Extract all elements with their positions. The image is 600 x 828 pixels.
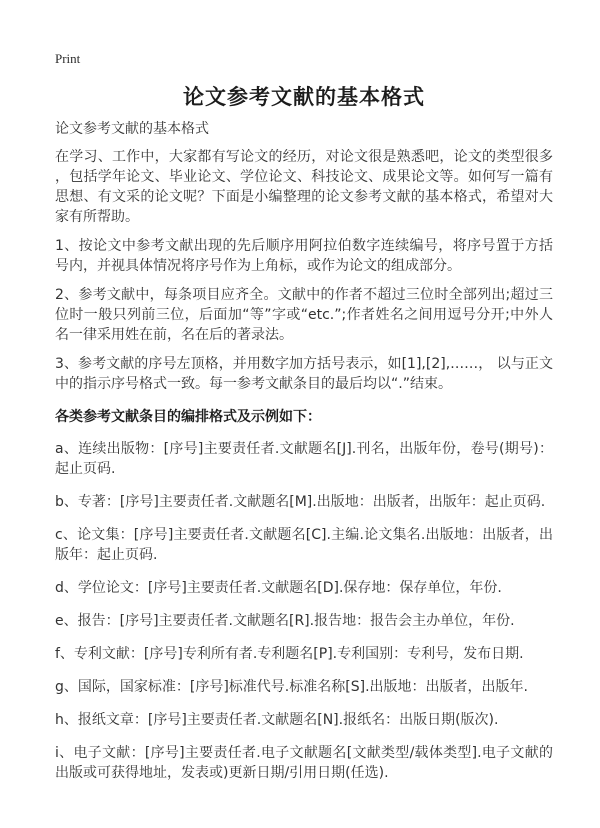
reference-entry-c: c、论文集：[序号]主要责任者.文献题名[C].主编.论文集名.出版地：出版者，出版年：起止页码. [55,527,553,563]
rule-paragraph-3: 3、参考文献的序号左顶格，并用数字加方括号表示，如[1],[2],……， 以与正文中的指示序号格式一致。每一参考文献条目的最后均以“.”结束。 [55,356,553,392]
rule-paragraph-1: 1、按论文中参考文献出现的先后顺序用阿拉伯数字连续编号，将序号置于方括号内，并视具体情况将序号作为上角标，或作为论文的组成部分。 [55,238,553,274]
reference-entry-e: e、报告：[序号]主要责任者.文献题名[R].报告地：报告会主办单位，年份. [55,613,515,629]
section-heading: 各类参考文献条目的编排格式及示例如下： [55,409,321,425]
reference-entry-a: a、连续出版物：[序号]主要责任者.文献题名[J].刊名，出版年份，卷号(期号)：起止页码. [55,441,553,477]
intro-paragraph: 在学习、工作中，大家都有写论文的经历，对论文很是熟悉吧，论文的类型很多，包括学年论文、毕业论文、学位论文、科技论文、成果论文等。如何写一篇有思想、有文采的论文呢？下面是小编整理的论文参考文献的基本格式，希望对大家有所帮助。 [55,149,553,225]
reference-entry-h: h、报纸文章：[序号]主要责任者.文献题名[N].报纸名：出版日期(版次). [55,712,499,728]
print-link[interactable]: Print [55,51,81,66]
reference-entry-i: i、电子文献：[序号]主要责任者.电子文献题名[文献类型/载体类型].电子文献的出版或可获得地址，发表或)更新日期/引用日期(任选). [55,745,553,781]
reference-entry-d: d、学位论文：[序号]主要责任者.文献题名[D].保存地：保存单位，年份. [55,580,502,596]
page-title: 论文参考文献的基本格式 [183,85,425,109]
reference-entry-b: b、专著：[序号]主要责任者.文献题名[M].出版地：出版者，出版年：起止页码. [55,494,546,510]
rule-paragraph-2: 2、参考文献中，每条项目应齐全。文献中的作者不超过三位时全部列出;超过三位时一般只列前三位，后面加“等”字或“etc.”;作者姓名之间用逗号分开;中外人名一律采用姓在前，名在后的著录法。 [55,287,553,343]
reference-entry-f: f、专利文献：[序号]专利所有者.专利题名[P].专利国别：专利号，发布日期. [55,646,524,662]
page-subtitle: 论文参考文献的基本格式 [55,121,209,137]
reference-entry-g: g、国际，国家标准：[序号]标准代号.标准名称[S].出版地：出版者，出版年. [55,679,528,695]
